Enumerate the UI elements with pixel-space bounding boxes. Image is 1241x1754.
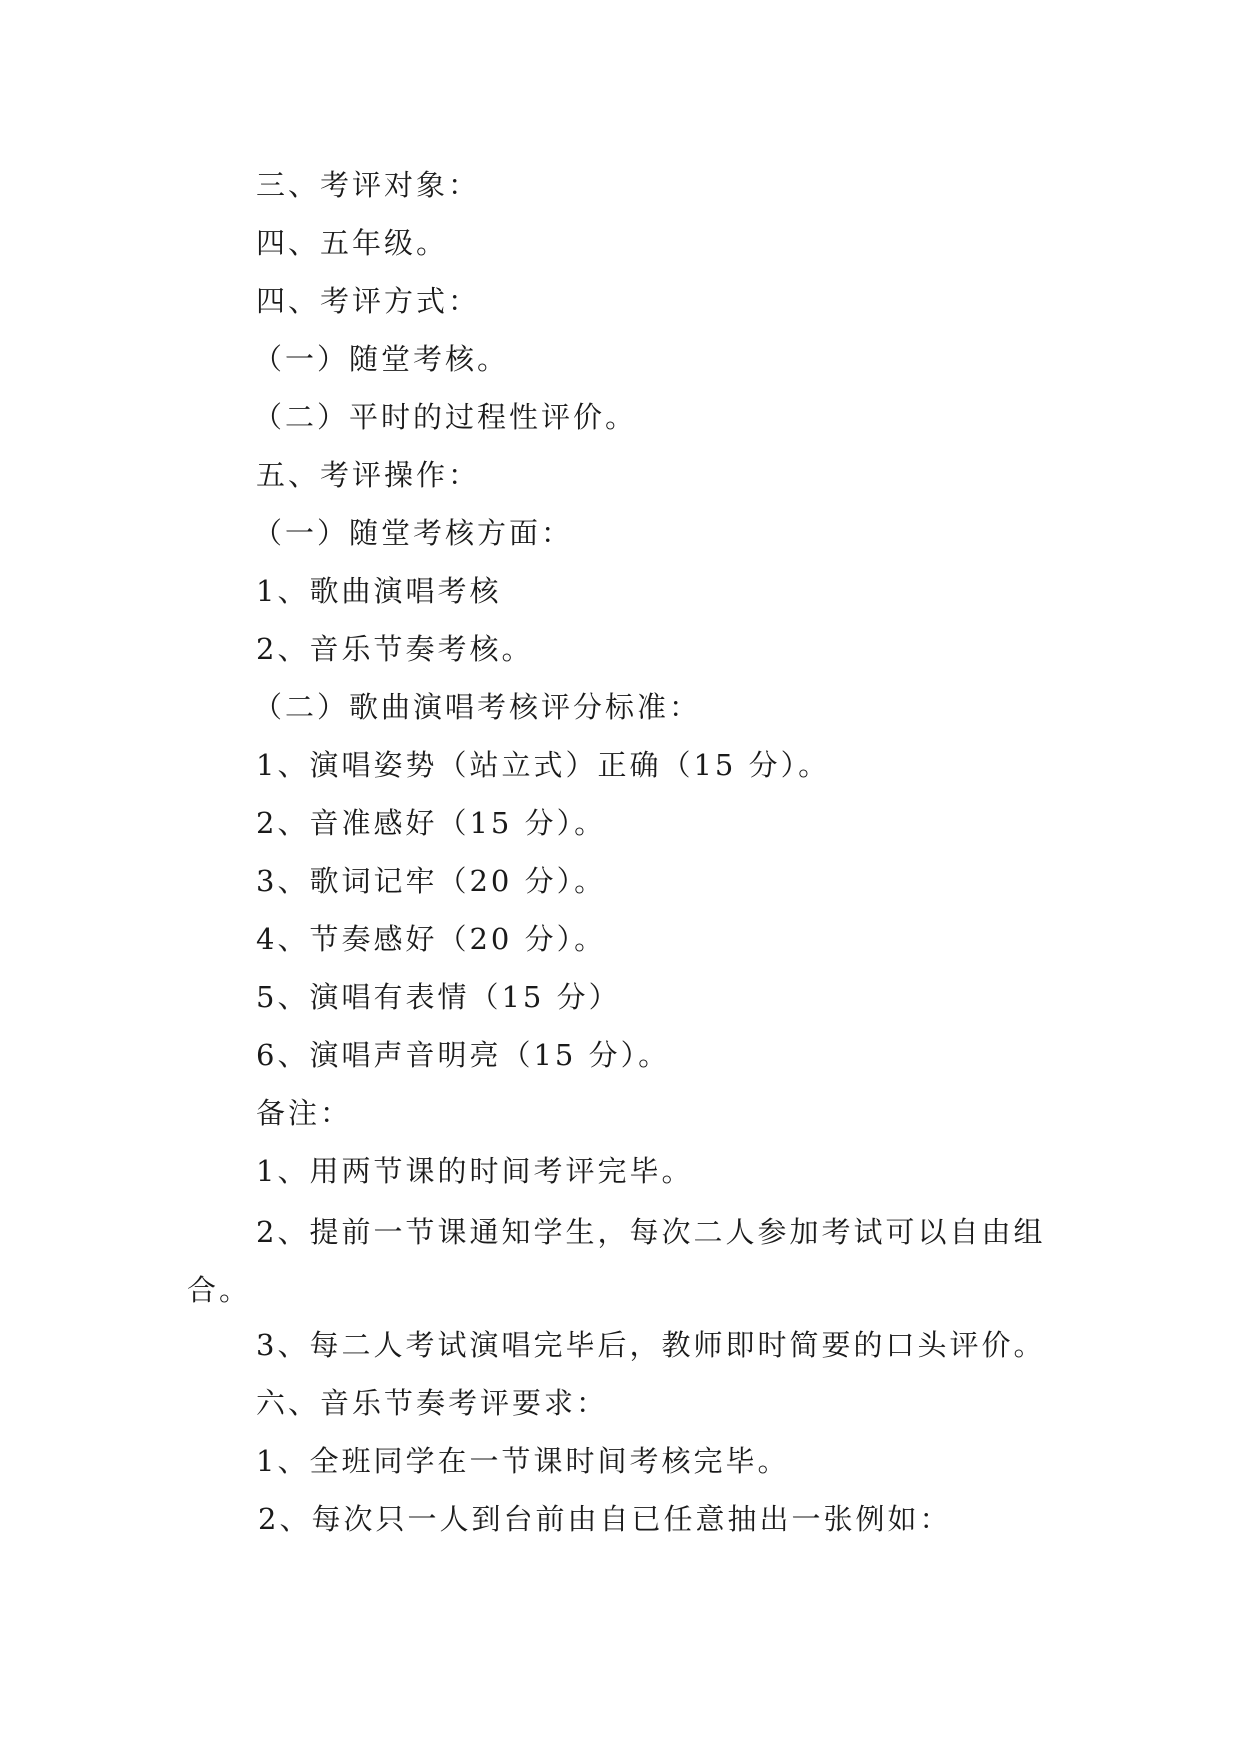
subheading-classroom-assessment: （一）随堂考核方面： — [253, 516, 574, 550]
heading-evaluation-method: 四、考评方式： — [256, 284, 481, 318]
text-grade-level: 四、五年级。 — [256, 226, 449, 260]
list-item-note-1: 1、用两节课的时间考评完毕。 — [256, 1154, 694, 1188]
list-item-rhythm-1: 1、全班同学在一节课时间考核完毕。 — [256, 1444, 790, 1478]
list-item-rhythm-2: 2、每次只一人到台前由自已任意抽出一张例如： — [258, 1502, 952, 1536]
list-item-assessment-1: 1、歌曲演唱考核 — [256, 574, 502, 608]
list-item-criterion-3: 3、歌词记牢（20 分）。 — [256, 864, 607, 898]
list-item-criterion-4: 4、节奏感好（20 分）。 — [256, 922, 607, 956]
heading-evaluation-target: 三、考评对象： — [256, 168, 481, 202]
list-item-method-1: （一）随堂考核。 — [253, 342, 510, 376]
list-item-assessment-2: 2、音乐节奏考核。 — [256, 632, 534, 666]
list-item-note-3: 3、每二人考试演唱完毕后，教师即时简要的口头评价。 — [256, 1328, 1046, 1362]
heading-notes: 备注： — [256, 1096, 353, 1130]
list-item-criterion-1: 1、演唱姿势（站立式）正确（15 分）。 — [256, 748, 831, 782]
heading-rhythm-requirements: 六、音乐节奏考评要求： — [256, 1386, 609, 1420]
list-item-criterion-2: 2、音准感好（15 分）。 — [256, 806, 607, 840]
list-item-note-2: 2、提前一节课通知学生，每次二人参加考试可以自由组合。 — [187, 1215, 1046, 1307]
list-item-method-2: （二）平时的过程性评价。 — [253, 400, 638, 434]
list-item-criterion-5: 5、演唱有表情（15 分） — [256, 980, 621, 1014]
subheading-scoring-criteria: （二）歌曲演唱考核评分标准： — [253, 690, 702, 724]
list-item-criterion-6: 6、演唱声音明亮（15 分）。 — [256, 1038, 671, 1072]
heading-evaluation-operation: 五、考评操作： — [256, 458, 481, 492]
